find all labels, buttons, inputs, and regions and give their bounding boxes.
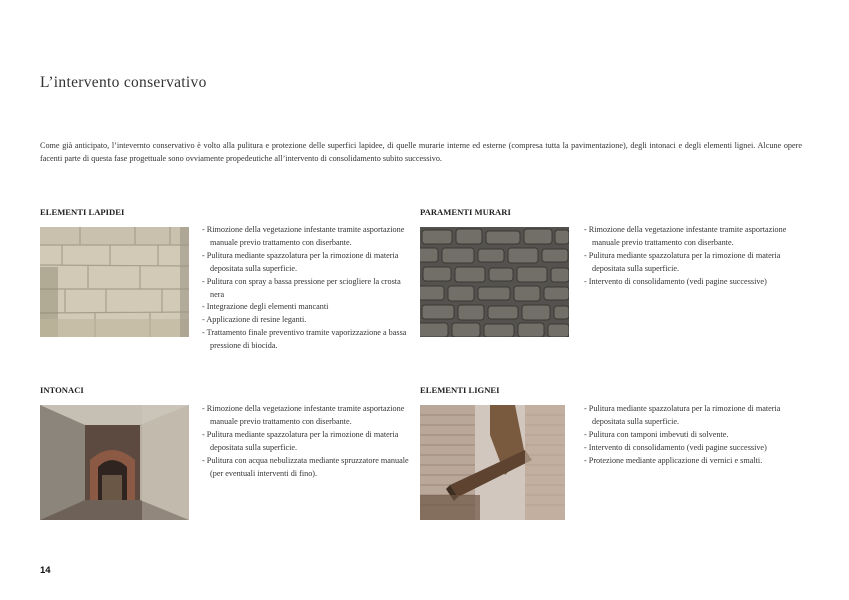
list-item: - Integrazione degli elementi mancanti (202, 302, 329, 312)
plaster-corridor-photo (40, 405, 189, 520)
list-item: - Pulitura con acqua nebulizzata mediante spruzzatore manuale (per eventuali interventi di fino). (202, 455, 409, 478)
stone-wall-photo (40, 227, 189, 337)
section-title-intonaci: INTONACI (40, 385, 84, 395)
list-item: - Trattamento finale preventivo tramite vaporizzazione a bassa pressione di biocida. (202, 328, 407, 351)
list-item: - Rimozione della vegetazione infestante tramite asportazione manuale previo trattamento con diserbante. (202, 404, 405, 426)
intonaci-list (202, 403, 412, 480)
list-item: - Pulitura con spray a bassa pressione per sciogliere la crosta nera (202, 276, 401, 299)
list-item: - Rimozione della vegetazione infestante tramite asportazione manuale previo trattamento con diserbante. (202, 225, 405, 247)
list-item: - Pulitura mediante spazzolatura per la rimozione di materia depositata sulla superficie. (584, 404, 781, 426)
intro-paragraph: Come già anticipato, l’intevernto conservativo è volto alla pulitura e protezione delle superfici lapidee, di quelle murarie interne ed esterne (compresa tutta la pavimentazione), degli intonaci e degli elementi lignei. Alcune opere facenti parte di questa fase progettuale sono ovviamente propedeutiche all’intervento di consolidamento subito successivo. (40, 141, 802, 163)
list-item: - Rimozione della vegetazione infestante tramite asportazione manuale previo trattamento con diserbante. (584, 225, 787, 247)
murari-list (584, 224, 799, 289)
list-item: - Pulitura con tamponi imbevuti di solvente. (584, 429, 729, 439)
masonry-wall-photo (420, 227, 569, 337)
page-number: 14 (40, 565, 51, 576)
lignei-list (584, 403, 799, 468)
list-item: - Protezione mediante applicazione di vernici e smalti. (584, 455, 763, 465)
timber-beam-photo (420, 405, 565, 520)
section-title-lignei: ELEMENTI LIGNEI (420, 385, 500, 395)
section-title-lapidei: ELEMENTI LAPIDEI (40, 207, 125, 217)
list-item: - Intervento di consolidamento (vedi pagine successive) (584, 442, 767, 452)
list-item: - Pulitura mediante spazzolatura per la rimozione di materia depositata sulla superficie. (202, 429, 399, 452)
list-item: - Pulitura mediante spazzolatura per la rimozione di materia depositata sulla superficie. (584, 250, 781, 273)
section-title-murari: PARAMENTI MURARI (420, 207, 511, 217)
list-item: - Intervento di consolidamento (vedi pagine successive) (584, 276, 767, 286)
list-item: - Applicazione di resine leganti. (202, 315, 307, 325)
list-item: - Pulitura mediante spazzolatura per la rimozione di materia depositata sulla superficie. (202, 250, 399, 273)
page-title: L’intervento conservativo (40, 74, 207, 91)
lapidei-list (202, 224, 412, 353)
